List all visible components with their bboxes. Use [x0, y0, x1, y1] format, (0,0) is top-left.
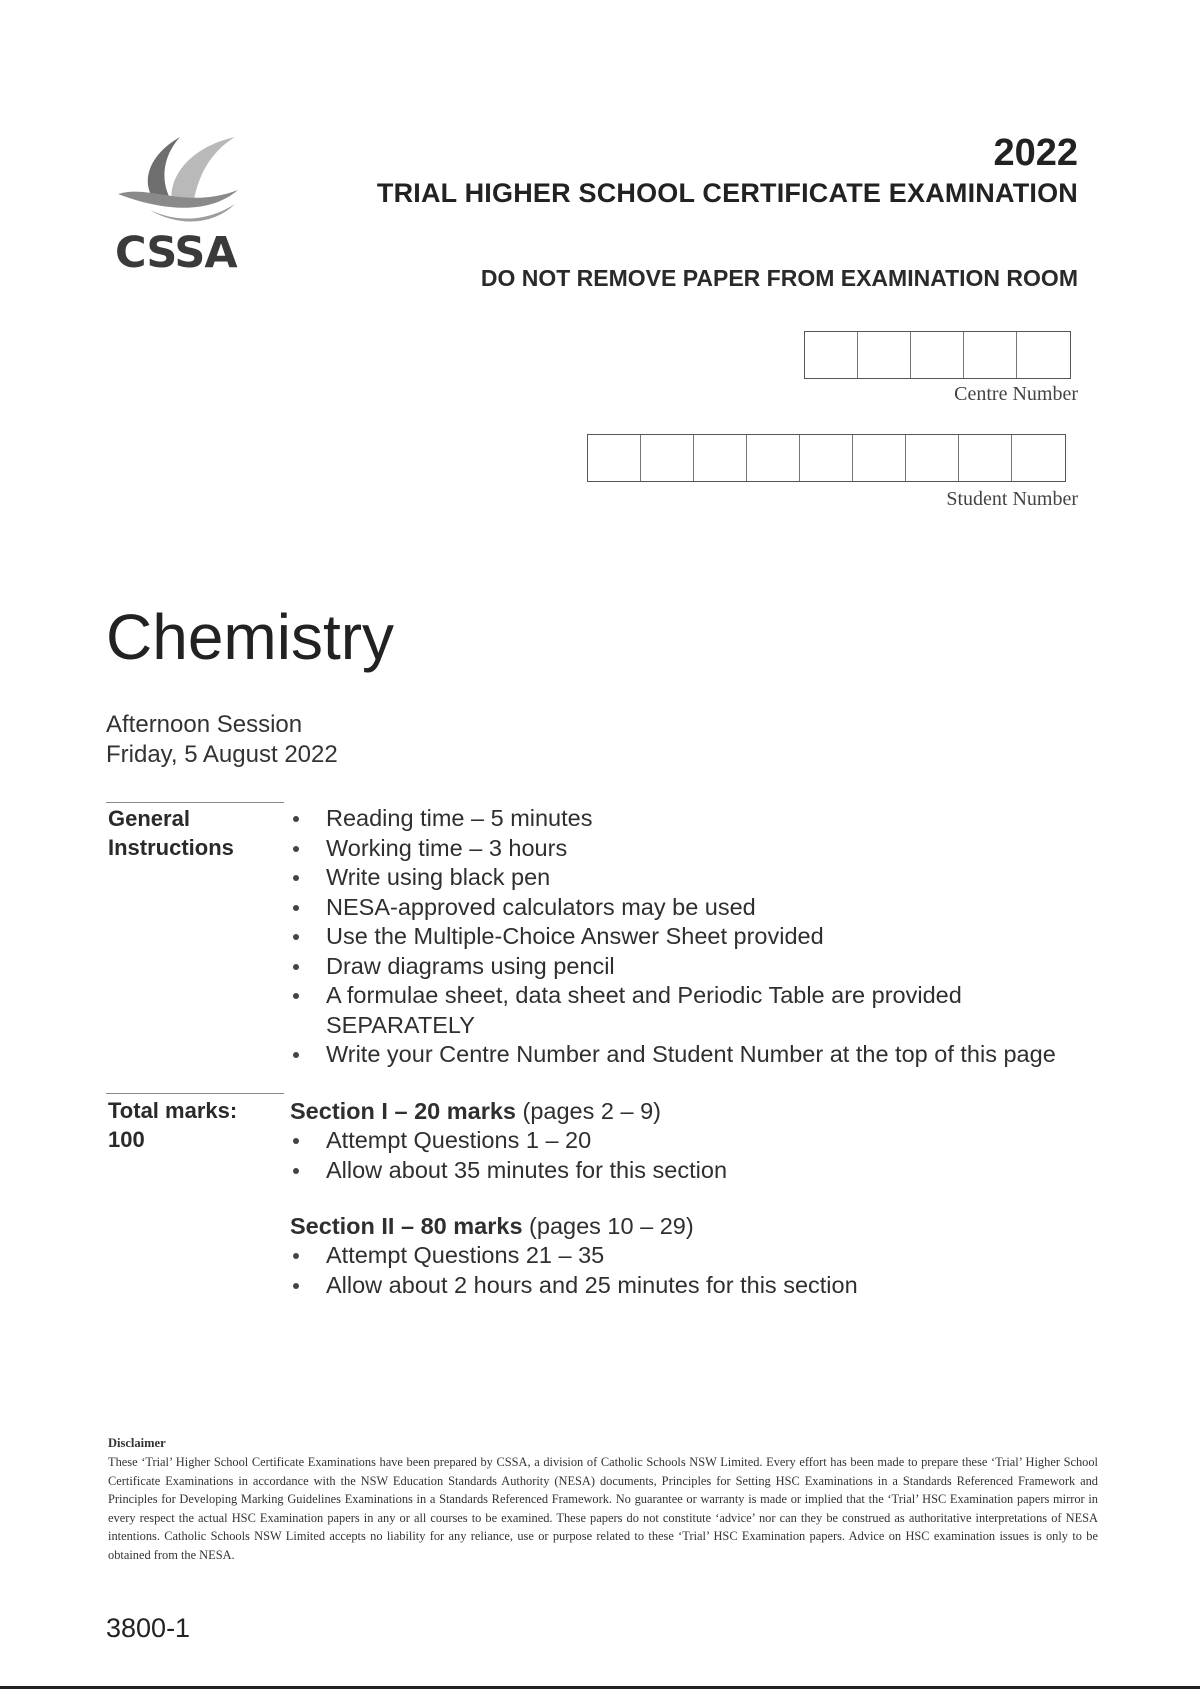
general-instructions-label: [108, 804, 234, 862]
student-number-boxes[interactable]: [587, 434, 1066, 482]
instruction-item: Working time – 3 hours: [290, 834, 1090, 864]
general-instructions-list: [290, 804, 1090, 1070]
digit-box[interactable]: [1017, 332, 1070, 378]
instruction-item: Draw diagrams using pencil: [290, 952, 1090, 982]
digit-box[interactable]: [964, 332, 1017, 378]
section-2-title: Section II – 80 marks: [290, 1213, 523, 1239]
section-1-pages: (pages 2 – 9): [515, 1098, 661, 1124]
digit-box[interactable]: [959, 435, 1012, 481]
general-instructions-label-line2: Instructions: [108, 835, 234, 860]
section-2-pages: (pages 10 – 29): [522, 1213, 694, 1239]
disclaimer-text: These ‘Trial’ Higher School Certificate Examinations have been prepared by CSSA, a division of Catholic Schools NSW Limited. Every effort has been made to prepare these ‘Trial’ Higher School Certificate Examinations in accordance with the NSW Education Standards Authority (NESA) documents, Principles for Setting HSC Examinations in a Standards Referenced Framework and Principles for Developing Marking Guidelines Examinations in a Standards Referenced Framework. No guarantee or warranty is made or implied that the ‘Trial’ HSC Examination papers mirror in every respect the actual HSC Examination papers in any or all courses to be examined. These papers do not constitute ‘advice’ nor can they be construed as authoritative interpretations of NESA intentions. Catholic Schools NSW Limited accepts no liability for any reliance, use or purpose related to these ‘Trial’ HSC Examination papers. Advice on HSC examination issues is only to be obtained from the NESA.: [108, 1455, 1098, 1562]
logo-text: CSSA: [115, 228, 237, 278]
digit-box[interactable]: [588, 435, 641, 481]
bottom-edge-line: [0, 1686, 1200, 1689]
session-name: Afternoon Session: [106, 711, 303, 738]
section-2-list: [290, 1241, 1090, 1300]
general-instructions-label-line1: General: [108, 806, 190, 831]
centre-number-label: Centre Number: [954, 383, 1078, 405]
exam-year: 2022: [993, 132, 1078, 174]
digit-box[interactable]: [911, 332, 964, 378]
digit-box[interactable]: [805, 332, 858, 378]
divider: [106, 1093, 284, 1094]
total-marks-value: 100: [108, 1127, 145, 1152]
digit-box[interactable]: [694, 435, 747, 481]
digit-box[interactable]: [906, 435, 959, 481]
section-1: [290, 1096, 1090, 1185]
cssa-leaf-wave-logo-icon: [110, 132, 250, 232]
cssa-logo: [110, 132, 250, 282]
student-number-label: Student Number: [946, 488, 1078, 510]
paper-code: 3800-1: [106, 1613, 191, 1643]
digit-box[interactable]: [800, 435, 853, 481]
section-1-title: Section I – 20 marks: [290, 1098, 516, 1124]
instruction-item: Write your Centre Number and Student Number at the top of this page: [290, 1040, 1090, 1070]
section-item: Attempt Questions 1 – 20: [290, 1126, 1090, 1156]
section-1-heading: [290, 1096, 1090, 1126]
section-item: Attempt Questions 21 – 35: [290, 1241, 1090, 1271]
instruction-item: Reading time – 5 minutes: [290, 804, 1090, 834]
digit-box[interactable]: [747, 435, 800, 481]
divider: [106, 802, 284, 803]
digit-box[interactable]: [853, 435, 906, 481]
section-item: Allow about 35 minutes for this section: [290, 1156, 1090, 1186]
disclaimer-title: Disclaimer: [108, 1436, 166, 1450]
digit-box[interactable]: [1012, 435, 1065, 481]
centre-number-boxes[interactable]: [804, 331, 1071, 379]
section-item: Allow about 2 hours and 25 minutes for this section: [290, 1271, 1090, 1301]
digit-box[interactable]: [641, 435, 694, 481]
session-info: [106, 710, 338, 770]
section-2-heading: [290, 1211, 1090, 1241]
session-date: Friday, 5 August 2022: [106, 741, 338, 768]
exam-title: TRIAL HIGHER SCHOOL CERTIFICATE EXAMINATION: [376, 178, 1078, 208]
section-2: [290, 1211, 1090, 1300]
instruction-item: NESA-approved calculators may be used: [290, 893, 1090, 923]
instruction-item: Use the Multiple-Choice Answer Sheet provided: [290, 922, 1090, 952]
instruction-item: A formulae sheet, data sheet and Periodic Table are provided SEPARATELY: [290, 981, 986, 1040]
disclaimer: [108, 1436, 1098, 1564]
digit-box[interactable]: [858, 332, 911, 378]
instruction-item: Write using black pen: [290, 863, 1090, 893]
subject-title: Chemistry: [106, 601, 395, 673]
section-1-list: [290, 1126, 1090, 1185]
room-warning: DO NOT REMOVE PAPER FROM EXAMINATION ROOM: [480, 265, 1078, 291]
total-marks-text: Total marks:: [108, 1098, 238, 1123]
total-marks-label: [108, 1096, 237, 1154]
